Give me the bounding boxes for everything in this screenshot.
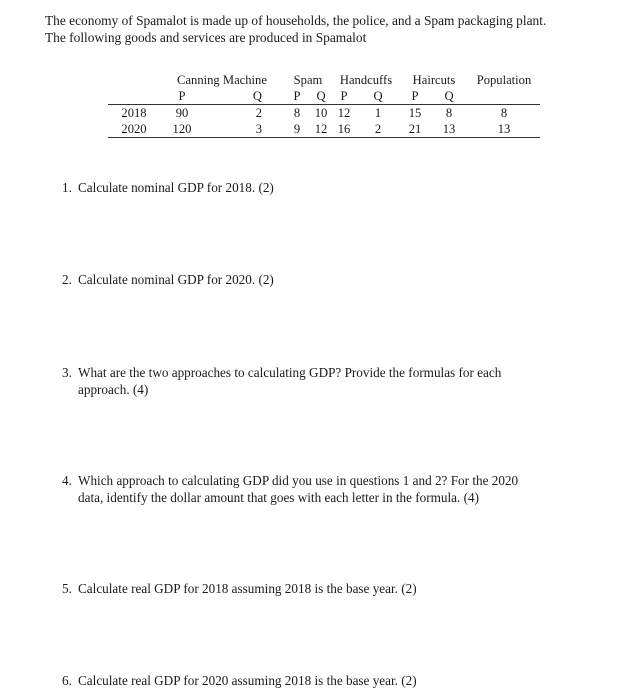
subheader-p: P xyxy=(160,89,204,105)
table-pq-header-row xyxy=(108,89,540,105)
table-cell: 10 xyxy=(314,105,328,120)
question-number: 2. xyxy=(62,272,72,287)
table-cell: 9 xyxy=(284,121,310,138)
table-cell: 12 xyxy=(337,105,351,120)
question-number: 4. xyxy=(62,473,72,488)
table-cell: 15 xyxy=(408,105,422,120)
question-text: Which approach to calculating GDP did you use in questions 1 and 2? For the 2020 xyxy=(78,473,519,488)
question-text: Calculate real GDP for 2018 assuming 2018 is the base year. (2) xyxy=(78,581,417,596)
group-header-handcuffs: Handcuffs xyxy=(339,72,393,87)
table-cell: 13 xyxy=(430,121,468,138)
subheader-q: Q xyxy=(430,89,468,105)
table-cell: 120 xyxy=(160,121,204,138)
table-cell: 3 xyxy=(204,121,284,138)
row-year: 2020 xyxy=(108,121,160,138)
table-group-header-row xyxy=(108,71,540,89)
row-year: 2018 xyxy=(121,105,147,120)
question-3 xyxy=(62,364,592,398)
subheader-p: P xyxy=(332,89,356,105)
production-table xyxy=(108,71,540,138)
group-header-spam: Spam xyxy=(293,72,323,87)
table-cell: 8 xyxy=(293,105,301,120)
table-cell: 1 xyxy=(374,105,382,120)
group-header-canning-machine: Canning Machine xyxy=(177,72,267,87)
question-6 xyxy=(62,672,592,689)
table-cell: 2 xyxy=(356,121,400,138)
question-5 xyxy=(62,580,592,597)
table-cell: 13 xyxy=(468,121,540,138)
question-text-continued: data, identify the dollar amount that goes with each letter in the formula. (4) xyxy=(78,490,479,505)
table-cell: 8 xyxy=(445,105,453,120)
table-row xyxy=(108,105,540,122)
intro-line-2: The following goods and services are produced in Spamalot xyxy=(45,30,367,45)
question-4 xyxy=(62,472,592,506)
question-number: 6. xyxy=(62,673,72,688)
question-number: 5. xyxy=(62,581,72,596)
question-text: Calculate nominal GDP for 2018. (2) xyxy=(78,180,274,195)
question-1 xyxy=(62,179,592,196)
table-cell: 12 xyxy=(310,121,332,138)
table-cell: 2 xyxy=(255,105,262,120)
question-number: 1. xyxy=(62,180,72,195)
subheader-q: Q xyxy=(204,89,284,105)
table-cell: 21 xyxy=(400,121,430,138)
subheader-q: Q xyxy=(356,89,400,105)
group-header-population: Population xyxy=(476,72,532,87)
question-text: Calculate real GDP for 2020 assuming 2018 is the base year. (2) xyxy=(78,673,417,688)
table-cell: 90 xyxy=(175,105,189,120)
question-text: What are the two approaches to calculating GDP? Provide the formulas for each xyxy=(78,365,502,380)
table-cell: 8 xyxy=(500,105,508,120)
intro-paragraph xyxy=(45,12,615,46)
question-2 xyxy=(62,271,592,288)
question-text: Calculate nominal GDP for 2020. (2) xyxy=(78,272,274,287)
question-number: 3. xyxy=(62,365,72,380)
subheader-q: Q xyxy=(310,89,332,105)
intro-line-1: The economy of Spamalot is made up of households, the police, and a Spam packaging plant. xyxy=(45,13,547,28)
question-text-continued: approach. (4) xyxy=(78,382,149,397)
table-cell: 16 xyxy=(332,121,356,138)
subheader-p: P xyxy=(284,89,310,105)
subheader-p: P xyxy=(400,89,430,105)
table-row xyxy=(108,121,540,138)
group-header-haircuts: Haircuts xyxy=(412,72,456,87)
